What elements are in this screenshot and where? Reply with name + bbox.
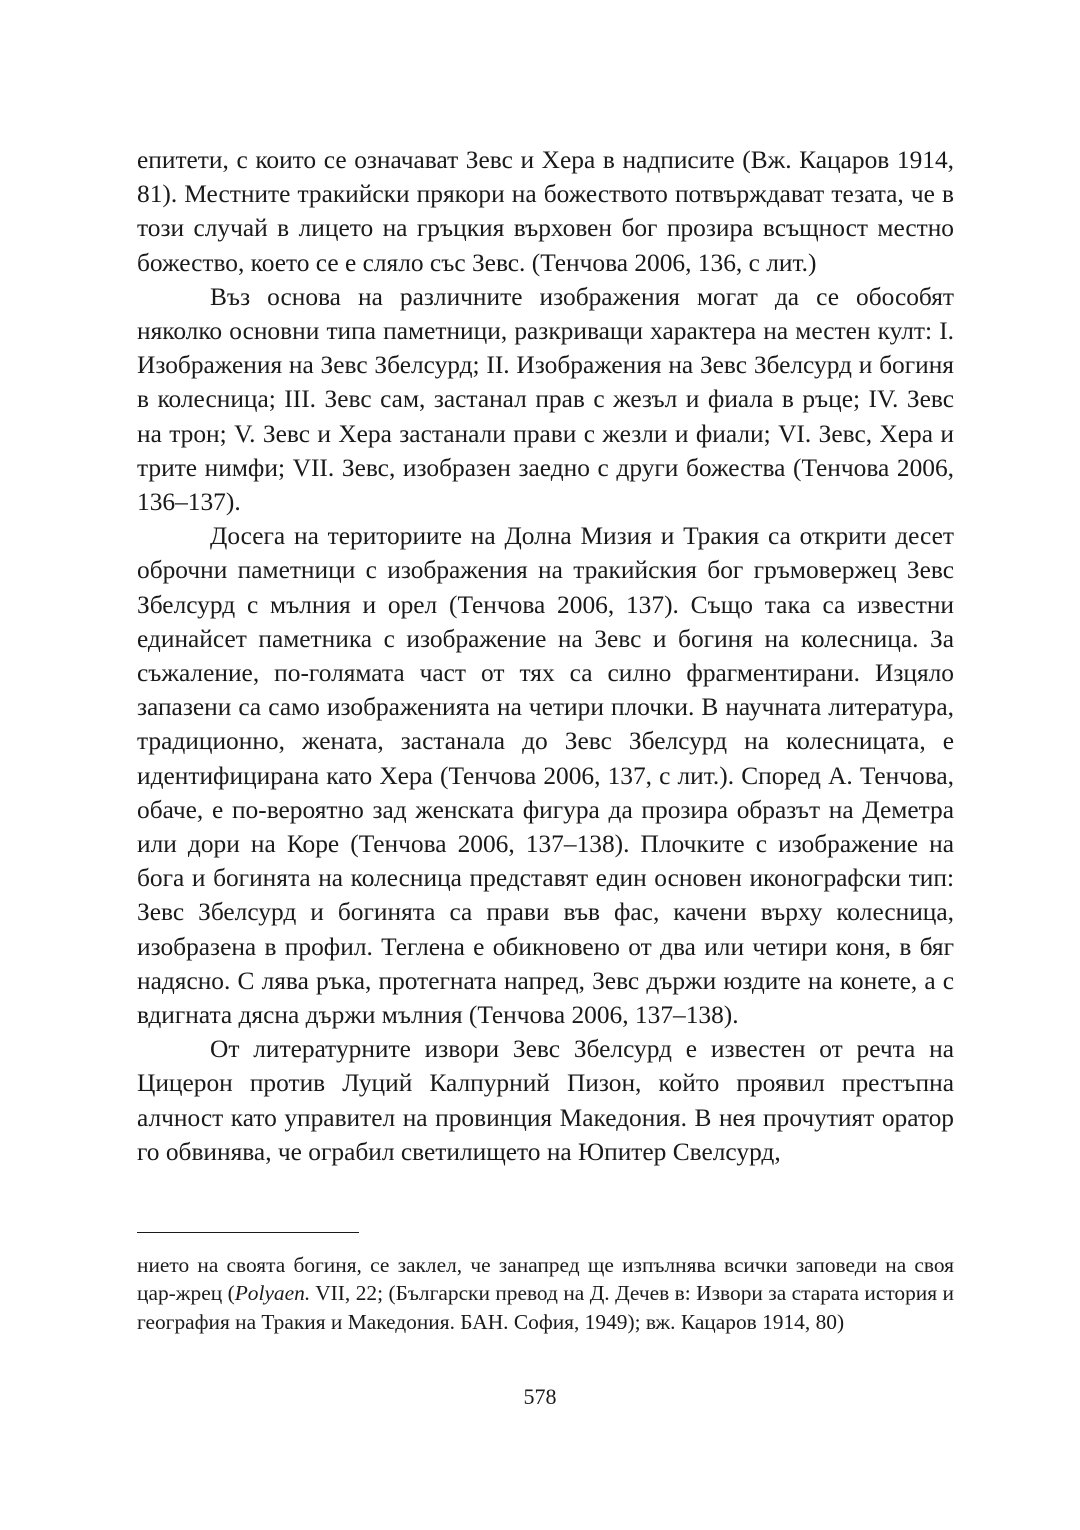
paragraph-1: епитети, с които се означават Зевс и Хера в надписите (Вж. Кацаров 1914, 81). Местните тракийски прякори на божеството потвърждават тезата, че в този случай в лицето на гръцкия върховен бог прозира всъщност местно божество, което се е сляло със Зевс. (Тенчова 2006, 136, с лит.) (137, 146, 954, 277)
footnote-text (137, 1251, 954, 1336)
page-number: 578 (523, 1384, 557, 1409)
footnote-source-abbrev: Polyaen. (234, 1281, 311, 1306)
footnote-separator (137, 1232, 359, 1233)
footnote (137, 1251, 954, 1336)
footnote-text-start: нието на своята богиня, се заклел, че занапред ще изпълнява всички заповеди на своя цар-жрец ( (137, 1253, 954, 1306)
main-text-block (137, 143, 954, 1169)
paragraph-4: От литературните извори Зевс Збелсурд е известен от речта на Цицерон против Луций Калпурний Пизон, който проявил престъпна алчност като управител на провинция Македония. В нея прочутият оратор го обвинява, че ограбил светилището на Юпитер Свелсурд, (137, 1035, 954, 1166)
footnote-text-end: VII, 22; (Български превод на Д. Дечев в: Извори за старата история и география на Тракия и Македония. БАН. София, 1949); вж. Кацаров 1914, 80) (137, 1281, 954, 1334)
paragraph-3: Досега на териториите на Долна Мизия и Тракия са открити десет оброчни паметници с изображения на тракийския бог гръмовержец Зевс Збелсурд с мълния и орел (Тенчова 2006, 137). Също така са известни единайсет паметника с изображение на Зевс и богиня на колесница. За съжаление, по-голямата част от тях са силно фрагментирани. Изцяло запазени са само изображенията на четири плочки. В научната литература, традиционно, жената, застанала до Зевс Збелсурд на колесницата, е идентифицирана като Хера (Тенчова 2006, 137, с лит.). Според А. Тенчова, обаче, е по-вероятно зад женската фигура да прозира образът на Деметра или дори на Коре (Тенчова 2006, 137–138). Плочките с изображение на бога и богинята на колесница представят един основен иконографски тип: Зевс Збелсурд и богинята са прави във фас, качени върху колесница, изобразена в профил. Теглена е обикновено от два или четири коня, в бяг надясно. С лява ръка, протегната напред, Зевс държи юздите на конете, а с вдигната дясна държи мълния (Тенчова 2006, 137–138). (137, 522, 954, 1030)
paragraph-2: Въз основа на различните изображения могат да се обособят няколко основни типа паметници, разкриващи характера на местен култ: I. Изображения на Зевс Збелсурд; II. Изображения на Зевс Збелсурд и богиня в колесница; III. Зевс сам, застанал прав с жезъл и фиала в ръце; IV. Зевс на трон; V. Зевс и Хера застанали прави с жезли и фиали; VI. Зевс, Хера и трите нимфи; VII. Зевс, изобразен заедно с други божества (Тенчова 2006, 136–137). (137, 282, 954, 517)
body-text (137, 143, 954, 1169)
